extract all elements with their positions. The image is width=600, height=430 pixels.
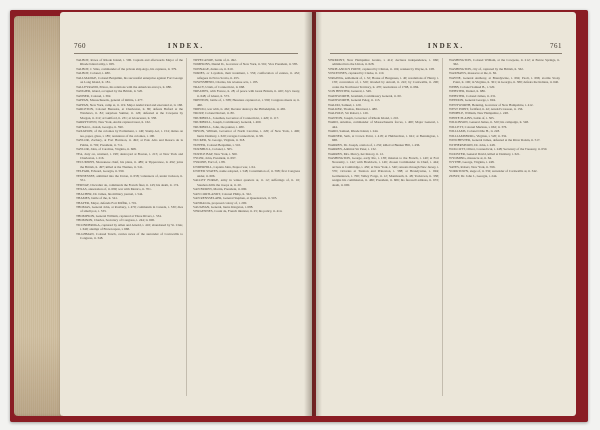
right-header-rule: [330, 53, 562, 54]
index-entry: VIRGINIA, settlement of, i. 32; House of Burgesses, i. 40; resolutions of Henry, i. 158; convention of, i. 520; invaded by Arnold, ii. 222; by Cornwallis, ii. 290; cedes the Northwest Territory, ii. 470; resolutions of 1798, ii. 684.: [328, 75, 439, 89]
index-entry: TRUMBULL, John, the painter, i. 480.: [193, 124, 245, 129]
index-entry: WARREN, Mrs. Mercy, her history, ii. 12.: [328, 151, 384, 156]
index-entry: THACHER, Dr. James, his military journal, i. 544.: [76, 191, 144, 196]
left-column-2: [193, 58, 300, 396]
index-entry: WAYNE, General Anthony, at Brandywine, i. 694; Paoli, i. 696; storms Stony Point, ii. 106; in Virginia, ii. 301; in Georgia, ii. 380; defeats the Indians, ii. 640.: [449, 75, 560, 85]
left-columns: [76, 58, 300, 396]
index-entry: TATNALL, Josiah, Georgia, ii. 590.: [76, 124, 124, 129]
index-entry: WEBSTER, Colonel James, ii. 231.: [449, 93, 497, 98]
index-entry: TRYON, William, Governor of North Carolina, i. 220; of New York, i. 496; burns Danbury, i. 620; ravages Connecticut, ii. 98.: [193, 129, 300, 138]
index-entry: TRIPOLI, war with, ii. 462; Decatur destroys the Philadelphia, ii. 465.: [193, 106, 287, 111]
index-entry: TALBOT, Colonel, i. 480.: [76, 71, 111, 76]
index-entry: WARD, Artemas, commander of Massachusetts forces, i. 400; Major General, i. 444.: [328, 120, 439, 129]
index-entry: UNITED STATES, name adopted, i. 548; Constitution of, ii. 598; first Congress under, ii. 606.: [193, 169, 300, 178]
index-entry: WASHINGTON, Colonel William, at the Cowpens, ii. 212; at Eutaw Springs, ii. 362.: [449, 58, 560, 67]
index-entry: YORKTOWN, siege of, ii. 332; surrender of Cornwallis at, ii. 342.: [449, 169, 538, 174]
index-entry: TAYLOR, Zachary, at Fort Harrison, ii. 492; at Palo Alto and Resaca de la Palma, ii. 702; President, ii. 711.: [76, 138, 183, 147]
index-entry: WEST POINT, fortified, ii. 42; Arnold's treason, ii. 156.: [449, 106, 524, 111]
index-entry: TERNAY, Chevalier de, commands the French fleet, ii. 143; his death, ii. 174.: [76, 182, 180, 187]
index-entry: VAUGHAN, General, burns Kingston, i. 688.: [193, 204, 254, 209]
index-entry: WYOMING, massacre at, ii. 64.: [449, 155, 492, 160]
index-entry: WILKINSON, General James, ii. 520; his campaign, ii. 548.: [449, 120, 529, 125]
index-entry: WINCHESTER, General James, defeated at the River Raisin, ii. 517.: [449, 138, 541, 143]
index-entry: WOOSTER, General David, killed at Danbury, i. 621.: [449, 151, 521, 156]
index-entry: WHITE PLAINS, battle of, i. 565.: [449, 115, 495, 120]
index-entry: TRENTON, battle of, i. 588; Hessians captured at, i. 590; Congress meets at, ii. 460.: [193, 98, 300, 107]
index-entry: TALBOT, Rowe of Rhode Island, i. 596. Captain and afterwards Major of the Rhode Island army, i. 605.: [76, 58, 183, 67]
index-entry: TYRONE, Earl of, i. 88.: [193, 160, 226, 165]
right-column-2: [449, 58, 560, 396]
index-entry: WENTWORTH, Benning, Governor of New Hampshire, i. 412.: [449, 102, 534, 107]
index-entry: TANNER, Colonel, i. 392.: [76, 93, 112, 98]
right-column-1: [328, 58, 443, 396]
index-entry: VERPLANCK'S POINT, captured by Clinton, ii. 104; retaken by Wayne, ii. 108.: [328, 66, 435, 71]
index-entry: TILGHMAN, Colonel Tench, carries news of the surrender of Cornwallis to Congress, ii. 348.: [76, 231, 183, 241]
index-entry: WAXHAWS, massacre at the, ii. 82.: [449, 71, 497, 76]
left-column-1: [76, 58, 187, 396]
index-entry: TREATIES, with France, ii. 28; of peace with Great Britain, ii. 420; Jay's treaty, ii. 648; of Ghent, ii. 573.: [193, 89, 300, 98]
index-entry: ZUBLY, Dr. John J., Georgia, i. 244.: [449, 173, 498, 178]
index-entry: TALLMADGE, Colonel Benjamin, his successful enterprise against Fort George on Long Island, ii. 181.: [76, 75, 183, 85]
index-entry: VERGENNES, Count de, French minister, ii. 25; his policy, ii. 414.: [193, 209, 283, 214]
index-entry: THOMSON, Charles, Secretary of Congress, i. 244; ii. 600.: [76, 218, 155, 223]
index-entry: WANTON, Joseph, Governor of Rhode Island, i. 210.: [328, 115, 399, 120]
index-entry: TALLEYRAND, Prince, his relations with the American envoys, ii. 680.: [76, 84, 172, 89]
index-entry: WILLIAMSBURG, Virginia, i. 520; ii. 332.: [449, 133, 508, 138]
index-entry: WASHINGTON, city of, captured by the British, ii. 562.: [449, 66, 524, 71]
index-entry: TOWNSHEND, Charles, his revenue acts, i. 185.: [193, 80, 259, 85]
index-entry: TOMPKINS, Daniel D., Governor of New York, ii. 561; Vice President, ii. 585.: [193, 62, 299, 67]
index-entry: TRUMBULL, Joseph, Commissary General, i. 460.: [193, 120, 262, 125]
index-entry: TAYLOR, John, of Caroline, Virginia, ii. 668.: [76, 147, 137, 152]
index-entry: WARD, Samuel, Rhode Island, i. 244.: [328, 129, 379, 134]
index-entry: TALBOT, J. Silas, commander of the private ship Argo, his captures, ii. 379.: [76, 66, 177, 71]
right-page: [316, 12, 576, 416]
index-entry: TAPPAN, Massachusetts, general of militia, i. 477.: [76, 98, 144, 103]
index-entry: VINCENNES, captured by Clarke, ii. 110.: [328, 71, 385, 76]
index-entry: WYTHE, George, Virginia, i. 248.: [449, 160, 495, 165]
index-entry: TENNESSEE, admitted into the Union, ii. 658; volunteers of, under Jackson, ii. 551.: [76, 173, 183, 183]
index-entry: YATES, Robert, New York, ii. 596.: [449, 164, 496, 169]
right-columns: [328, 58, 560, 396]
index-entry: WARREN, Dr. Joseph, oration of, i. 232; killed at Bunker Hill, i. 436.: [328, 142, 421, 147]
index-entry: THAMES, battle of the, ii. 541.: [76, 196, 118, 201]
index-entry: TICONDEROGA, captured by Allen and Arnold, i. 416; abandoned by St. Clair, i. 640; attempt of Brown upon, i. 668.: [76, 222, 183, 232]
index-entry: TONNAGE, duties on, ii. 610.: [193, 66, 234, 71]
book-gutter: [304, 12, 322, 416]
index-entry: WHIPPLE, William, New Hampshire, i. 248.: [449, 111, 509, 116]
index-entry: WALKER, Thomas, Montreal, i. 480.: [328, 106, 378, 111]
left-page: [60, 12, 312, 416]
index-entry: TEA, duty on, retained, i. 198; destroyed at Boston, i. 215; at New York and Charleston, i. 216.: [76, 151, 183, 160]
index-entry: TARRYTOWN, New York, André captured near, ii. 162.: [76, 120, 151, 125]
page-edges: [14, 16, 62, 416]
index-entry: WARNER, Seth, at Crown Point, i. 418; at Hubbardton, i. 641; at Bennington, i. 668.: [328, 133, 439, 143]
index-entry: TURTLE BAY, New York, i. 560.: [193, 151, 238, 156]
index-entry: WILLETT, Colonel Marinus, i. 662; ii. 376.: [449, 124, 508, 129]
index-entry: WEBSTER, Daniel, ii. 686.: [449, 89, 486, 94]
index-entry: WEEDON, General George, i. 694.: [449, 98, 496, 103]
index-entry: TYLER, John, President, ii. 697.: [193, 155, 237, 160]
index-entry: TELFAIR, Edward, Georgia, ii. 590.: [76, 169, 125, 174]
index-entry: TANGIER, island, occupied by the British, ii. 520.: [76, 89, 143, 94]
left-header-rule: [74, 53, 298, 54]
index-entry: THOMAS, General John, at Roxbury, i. 470; commands in Canada, i. 530; dies of small pox, i. 533.: [76, 204, 183, 214]
left-page-title: INDEX.: [167, 42, 205, 50]
index-entry: VAN RENSSELAER, General Stephen, at Queenstown, ii. 505.: [193, 196, 278, 201]
index-entry: VAN CORTLANDT, Colonel Philip, ii. 322.: [193, 191, 252, 196]
right-running-head: [330, 42, 562, 52]
index-entry: TARLETON, Colonel Banastre, at Charleston, ii. 80; defeats Buford at the Waxhaws, ii. 82; surprises Sumter, ii. 126; defeated at the Cowpens by Morgan, ii. 212; at Guilford, ii. 231; at Gloucester, ii. 338.: [76, 106, 183, 120]
index-entry: TORIES, or Loyalists, their treatment, i. 556; confiscation of estates, ii. 452; refugees in Nova Scotia, ii. 455.: [193, 71, 300, 80]
index-entry: TUCKER, St. George, Virginia, ii. 318.: [193, 138, 246, 143]
right-page-number: 761: [550, 42, 562, 50]
index-entry: VAN BUREN, Martin, President, ii. 690.: [193, 187, 248, 192]
index-entry: TUPPER, Colonel Benjamin, i. 510.: [193, 142, 241, 147]
index-entry: THAYER, Major, defends Fort Mifflin, i. 701.: [76, 200, 138, 205]
index-entry: VON HEISTER, General, i. 549.: [328, 89, 372, 94]
index-entry: WITHERSPOON, Dr. John, i. 248.: [449, 142, 496, 147]
index-entry: VANDALIA, proposed colony of, i. 200.: [193, 200, 248, 205]
left-page-number: 760: [74, 42, 86, 50]
index-entry: WILLIAMS, Colonel Otho H., ii. 228.: [449, 129, 500, 134]
index-entry: WALPOLE, Sir Robert, i. 126.: [328, 111, 369, 116]
index-entry: WEBB, Colonel Samuel B., i. 520.: [449, 84, 496, 89]
index-entry: TAPPAN, New York, camp at, ii. 119. Major André tried and executed at, ii. 168.: [76, 102, 183, 107]
index-entry: WASHINGTON, George, early life, i. 138; mission to the French, i. 140; at Fort Necessity, i. 142; with Braddock, i. 146; chosen Commander in Chief, i. 444; arrives at Cambridge, i. 456; at New York, i. 540; retreats through New Jersey, i. 576; victories at Trenton and Princeton, i. 588; at Brandywine, i. 694; Germantown, i. 700; Valley Forge, ii. 12; Monmouth, ii. 48; Yorktown, ii. 338; resigns his commission, ii. 460; President, ii. 606; his farewell address, ii. 672; death, ii. 690.: [328, 155, 439, 187]
left-running-head: [74, 42, 298, 52]
index-entry: VERMONT, New Hampshire Grants, i. 412; declares independence, i. 660; admitted into the Union, ii. 628.: [328, 58, 439, 67]
index-entry: TAXATION, of the colonies by Parliament, i. 140; Stamp Act, i. 154; duties on tea, paper, glass, i. 185; resistance of the colonies, i. 190.: [76, 129, 183, 138]
index-entry: WADSWORTH, General Peleg, ii. 113.: [328, 98, 381, 103]
index-entry: VALLEY FORGE, army in winter quarters at, ii. 12; sufferings of, ii. 16; Steuben drills the troops at, ii. 20.: [193, 178, 300, 187]
index-entry: WARREN, Admiral Sir Peter, i. 132.: [328, 147, 377, 152]
index-entry: WADSWORTH, Jeremiah, Commissary General, ii. 60.: [328, 93, 402, 98]
index-entry: TIPPECANOE, battle of, ii. 492.: [193, 58, 237, 62]
index-entry: TRUMBULL, Jonathan, Governor of Connecticut, i. 420; ii. 117.: [193, 115, 280, 120]
index-entry: UNDERHILL, Captain John, Pequot war, i. 64.: [193, 164, 256, 169]
index-entry: WOLCOTT, Oliver, Connecticut, i. 248; Secretary of the Treasury, ii. 650.: [449, 147, 548, 152]
index-entry: TURNBULL, Colonel, i. 505.: [193, 147, 233, 152]
index-entry: WALDO, Samuel, i. 120.: [328, 102, 362, 107]
index-entry: TEXAS, annexation of, ii. 699; war with Mexico, ii. 701.: [76, 187, 152, 192]
right-page-title: INDEX.: [427, 42, 465, 50]
index-entry: THOMPSON, General William, captured at Three Rivers, i. 534.: [76, 213, 162, 218]
index-entry: TRACY, Uriah, of Connecticut, ii. 668.: [193, 84, 245, 89]
index-entry: TECUMSEH, Shawanese chief, his plans, ii. 489; at Tippecanoe, ii. 492; joins the British, ii. 497; killed at the Thames, ii. 541.: [76, 160, 183, 169]
index-entry: TROUP, Colonel Robert, ii. 80.: [193, 111, 235, 116]
